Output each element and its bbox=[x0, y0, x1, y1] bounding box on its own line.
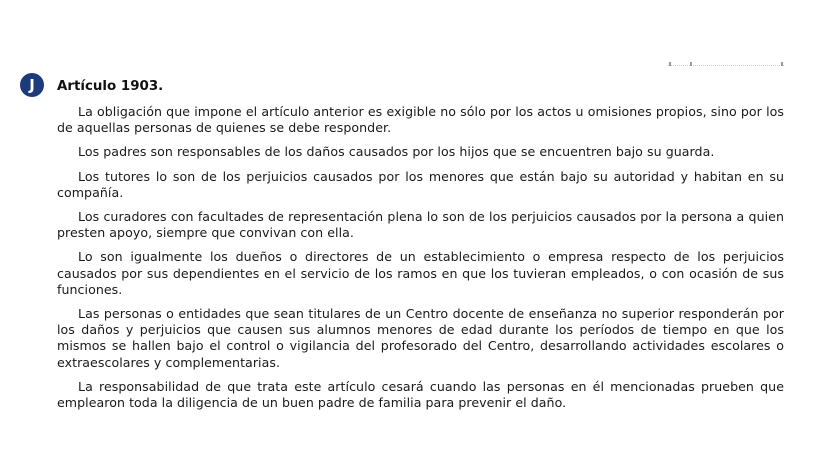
article-paragraph-3: Los tutores lo son de los perjuicios causados por los menores que están bajo su autoridad y habitan en su compañía. bbox=[57, 168, 784, 200]
fragment-mark bbox=[781, 62, 783, 66]
article-paragraph-5: Lo son igualmente los dueños o directores de un establecimiento o empresa respecto de los perjuicios causados por sus dependientes en el servicio de los ramos en que los tuvieran empleados, o con ocasión de sus funciones. bbox=[57, 249, 784, 297]
article-paragraph-2: Los padres son responsables de los daños causados por los hijos que se encuentren bajo su guarda. bbox=[78, 144, 715, 160]
fragment-line bbox=[668, 65, 784, 66]
fragment-mark bbox=[669, 62, 671, 66]
cut-off-header-fragment bbox=[668, 62, 784, 72]
jurisprudence-badge-icon[interactable] bbox=[20, 73, 44, 97]
article-paragraph-1: La obligación que impone el artículo anterior es exigible no sólo por los actos u omisiones propios, sino por los de aquellas personas de quienes se debe responder. bbox=[57, 104, 784, 136]
article-paragraph-4: Los curadores con facultades de representación plena lo son de los perjuicios causados por la persona a quien presten apoyo, siempre que convivan con ella. bbox=[57, 209, 784, 241]
article-title: Artículo 1903. bbox=[57, 79, 164, 94]
fragment-mark bbox=[690, 62, 692, 66]
badge-letter: J bbox=[29, 76, 35, 94]
article-paragraph-7: La responsabilidad de que trata este artículo cesará cuando las personas en él mencionadas prueben que emplearon toda la diligencia de un buen padre de familia para prevenir el daño. bbox=[57, 378, 784, 411]
article-paragraph-6: Las personas o entidades que sean titulares de un Centro docente de enseñanza no superior responderán por los daños y perjuicios que causen sus alumnos menores de edad durante los períodos de tiempo en que los mismos se hallen bajo el control o vigilancia del profesorado del Centro, desarrollando actividades escolares o extraescolares y complementarias. bbox=[57, 306, 784, 370]
article-body bbox=[57, 78, 784, 419]
